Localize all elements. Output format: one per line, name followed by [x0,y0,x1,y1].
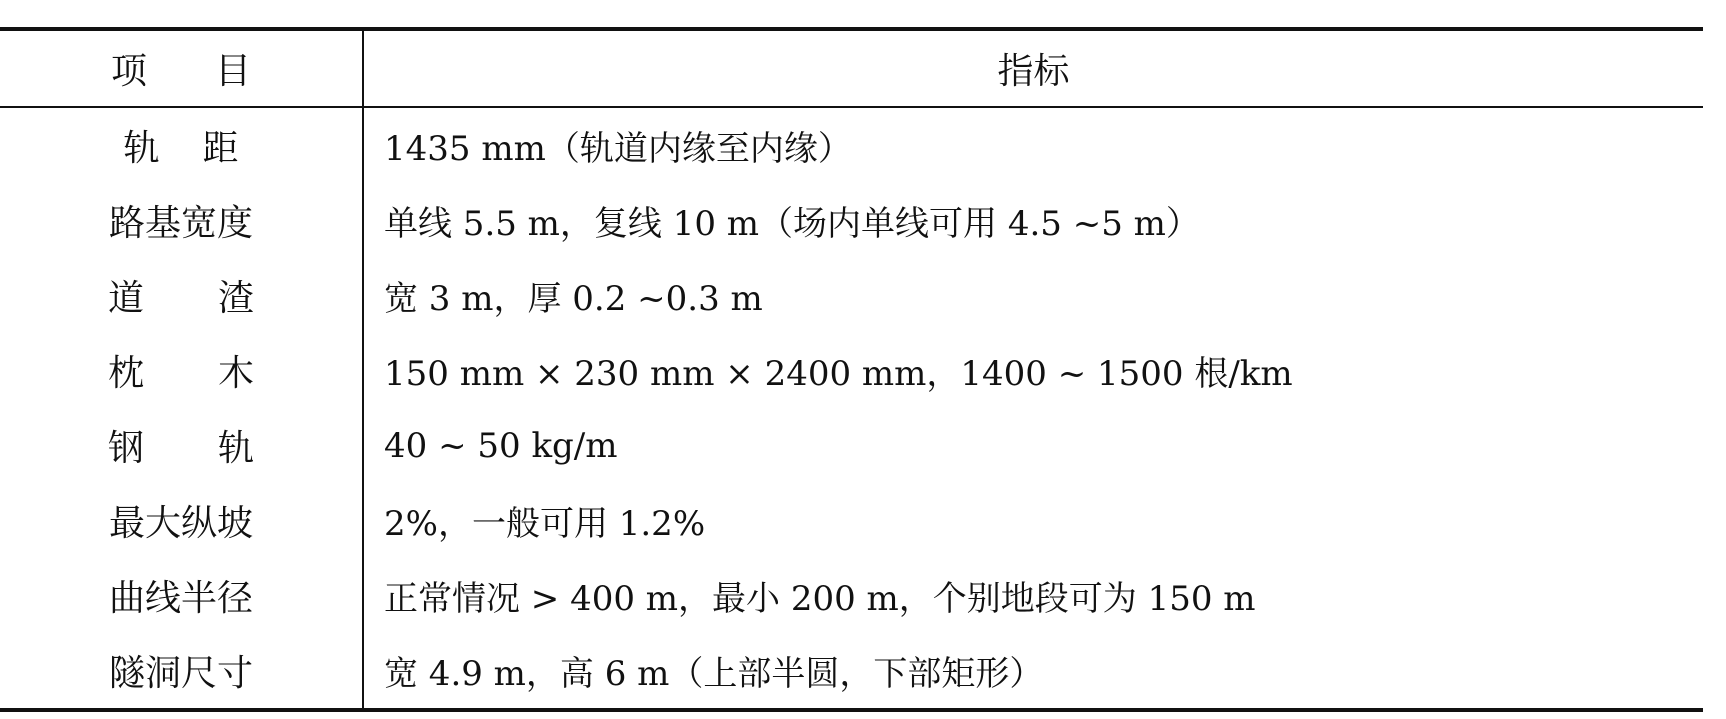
row-value-cell [384,483,1694,558]
row-value-cell [384,108,1694,183]
header-index-label: 指标 [997,51,1070,92]
row-value-label: 宽 3 m，厚 0.2 ~0.3 m [384,279,763,319]
row-item-label: 道 渣 [108,278,254,319]
table-row [0,408,1703,483]
row-item-label: 最大纵坡 [108,503,253,544]
header-item [0,31,362,106]
row-item-label: 隧洞尺寸 [108,653,253,694]
table-bottom-rule [0,708,1703,712]
table-header [0,31,1703,106]
table-row [0,633,1703,708]
row-value-cell [384,333,1694,408]
row-value-label: 正常情况 > 400 m，最小 200 m，个别地段可为 150 m [384,579,1256,619]
header-item-label: 项目 [110,51,319,92]
row-item-label: 路基宽度 [108,203,253,244]
row-item-cell [0,333,362,408]
row-item-cell [0,408,362,483]
row-value-label: 2%，一般可用 1.2% [384,504,706,544]
row-value-label: 40 ~ 50 kg/m [384,425,618,466]
row-item-cell [0,258,362,333]
row-item-cell [0,558,362,633]
row-value-cell [384,633,1694,708]
table-row [0,558,1703,633]
row-item-label: 轨 距 [123,128,239,169]
row-value-label: 1435 mm（轨道内缘至内缘） [384,129,852,169]
row-value-cell [384,183,1694,258]
row-item-label: 曲线半径 [108,578,253,619]
row-value-cell [384,408,1694,483]
row-item-label: 钢 轨 [108,428,254,469]
header-index [364,31,1703,106]
table-row [0,108,1703,183]
table-row [0,183,1703,258]
row-item-cell [0,108,362,183]
row-value-cell [384,258,1694,333]
row-value-label: 单线 5.5 m，复线 10 m（场内单线可用 4.5 ~5 m） [384,204,1200,244]
row-value-label: 宽 4.9 m，高 6 m（上部半圆，下部矩形） [384,654,1044,694]
table-row [0,333,1703,408]
row-item-cell [0,483,362,558]
row-item-cell [0,183,362,258]
row-value-label: 150 mm × 230 mm × 2400 mm，1400 ~ 1500 根/km [384,354,1293,394]
table-body [0,108,1703,708]
row-value-cell [384,558,1694,633]
table-row [0,258,1703,333]
table-row [0,483,1703,558]
row-item-label: 枕 木 [108,353,254,394]
row-item-cell [0,633,362,708]
